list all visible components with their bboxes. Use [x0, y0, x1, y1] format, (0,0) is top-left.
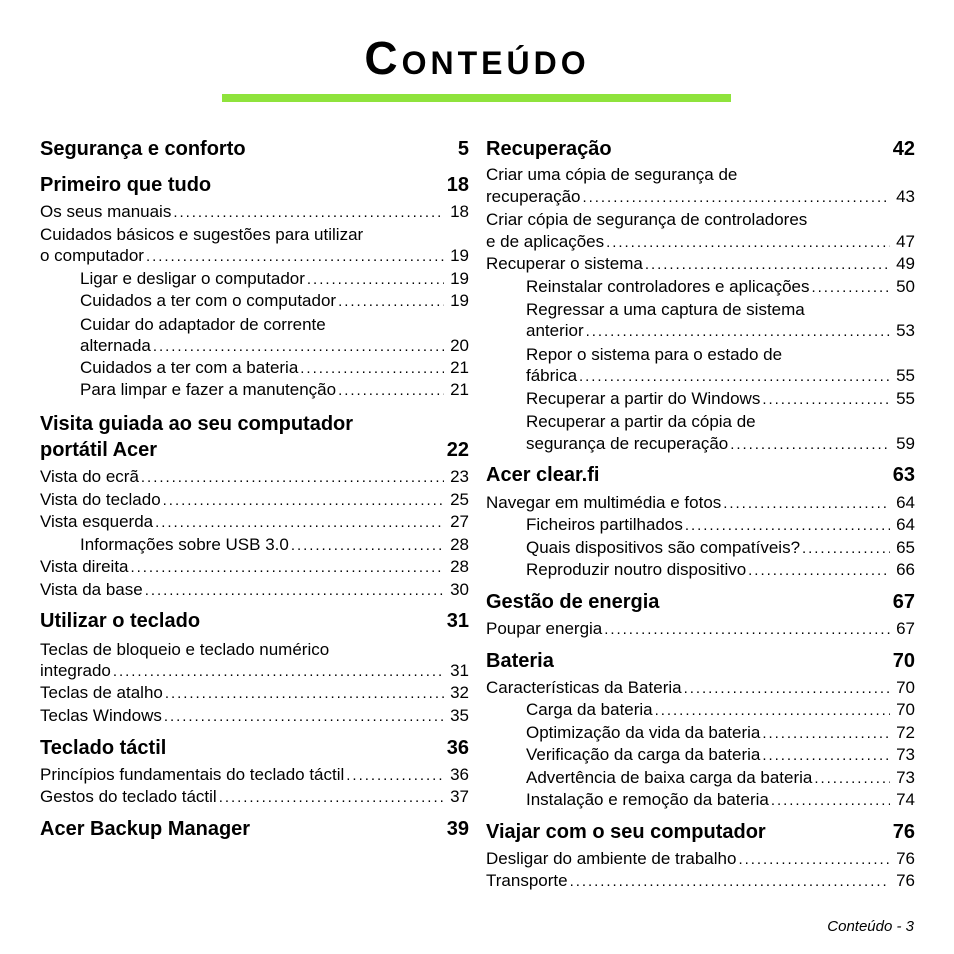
toc-entry — [526, 411, 915, 433]
toc-entry-title: Instalação e remoção da bateria — [526, 789, 771, 812]
toc-entry-title: Poupar energia — [486, 618, 604, 641]
toc-entry-title: Vista do teclado — [40, 489, 163, 512]
toc-page-number: 23 — [444, 466, 469, 489]
toc-page-number: 21 — [444, 379, 469, 402]
toc-entry-title: Acer Backup Manager — [40, 815, 252, 845]
toc-entry-title: Verificação da carga da bateria — [526, 744, 762, 767]
toc-entry-title: Vista da base — [40, 579, 145, 602]
toc-entry-title: Vista direita — [40, 556, 131, 579]
toc-heading — [486, 137, 915, 165]
toc-entry-title: Recuperar a partir do Windows — [526, 388, 762, 411]
toc-entry — [526, 299, 915, 321]
toc-entry — [526, 321, 915, 343]
dot-leader — [219, 786, 444, 809]
toc-page-number: 37 — [444, 786, 469, 809]
toc-entry — [526, 560, 915, 582]
toc-page-number: 72 — [890, 722, 915, 745]
toc-page-number: 25 — [444, 489, 469, 512]
dot-leader — [812, 276, 891, 299]
dot-leader — [579, 365, 890, 388]
toc-entry — [40, 765, 469, 787]
toc-heading — [486, 590, 915, 618]
toc-entry-title: Vista do ecrã — [40, 466, 141, 489]
toc-entry — [526, 790, 915, 812]
toc-entry — [486, 209, 915, 231]
title-underline — [222, 94, 731, 102]
toc-entry — [40, 787, 469, 809]
dot-leader — [814, 767, 890, 790]
toc-page-number: 19 — [444, 245, 469, 268]
toc-page-number: 53 — [890, 320, 915, 343]
toc-page-number: 64 — [890, 492, 915, 515]
toc-entry — [486, 164, 915, 186]
page-title: Conteúdo — [364, 32, 590, 84]
dot-leader — [164, 705, 444, 728]
toc-entry-title: Ligar e desligar o computador — [80, 268, 307, 291]
toc-entry — [486, 493, 915, 515]
toc-entry — [80, 291, 469, 313]
toc-entry — [526, 434, 915, 456]
dot-leader — [300, 357, 444, 380]
toc-entry — [40, 490, 469, 512]
toc-entry-title: Reinstalar controladores e aplicações — [526, 276, 812, 299]
toc-page-number: 19 — [444, 290, 469, 313]
dot-leader — [155, 511, 444, 534]
toc-page-number: 59 — [890, 433, 915, 456]
toc-page-number: 35 — [444, 705, 469, 728]
toc-entry-title: Cuidados a ter com o computador — [80, 290, 338, 313]
toc-page-number: 18 — [441, 171, 469, 201]
toc-entry-title: Vista esquerda — [40, 511, 155, 534]
toc-entry — [40, 639, 469, 661]
dot-leader — [146, 245, 444, 268]
toc-entry — [526, 389, 915, 411]
toc-entry-title: Gestão de energia — [486, 588, 661, 618]
toc-entry — [80, 314, 469, 336]
dot-leader — [131, 556, 445, 579]
footer-page-number: 3 — [905, 918, 914, 935]
dot-leader — [570, 870, 891, 893]
toc-page-number: 43 — [890, 186, 915, 209]
toc-entry-title: anterior — [526, 320, 586, 343]
toc-entry — [526, 366, 915, 388]
toc-entry-title: Acer clear.fi — [486, 461, 601, 491]
toc-entry-title: Cuidados a ter com a bateria — [80, 357, 300, 380]
toc-entry-title: Criar uma cópia de segurança de — [486, 165, 738, 184]
toc-entry — [526, 538, 915, 560]
dot-leader — [165, 682, 444, 705]
toc-entry — [40, 246, 469, 268]
toc-entry-title: o computador — [40, 245, 146, 268]
toc-page-number: 67 — [887, 588, 915, 618]
toc-entry — [526, 344, 915, 366]
dot-leader — [762, 744, 890, 767]
toc-page-number: 28 — [444, 556, 469, 579]
toc-page-number: 30 — [444, 579, 469, 602]
dot-leader — [145, 579, 444, 602]
toc-page-number: 49 — [890, 253, 915, 276]
toc-page-number: 66 — [890, 559, 915, 582]
toc-entry-title: Teclas de atalho — [40, 682, 165, 705]
toc-entry — [40, 580, 469, 602]
dot-leader — [802, 537, 890, 560]
dot-leader — [163, 489, 444, 512]
toc-page-number: 50 — [890, 276, 915, 299]
toc-page-number: 36 — [444, 764, 469, 787]
toc-entry — [80, 535, 469, 557]
toc-page-number: 65 — [890, 537, 915, 560]
dot-leader — [771, 789, 890, 812]
toc-entry-title: Teclas de bloqueio e teclado numérico — [40, 640, 330, 659]
toc-page-number: 76 — [890, 870, 915, 893]
toc-entry-title: Criar cópia de segurança de controladores — [486, 210, 808, 229]
toc-entry-title: alternada — [80, 335, 153, 358]
toc-entry — [40, 467, 469, 489]
toc-heading — [40, 410, 469, 438]
dot-leader — [338, 379, 444, 402]
toc-heading — [40, 736, 469, 764]
toc-page-number: 20 — [444, 335, 469, 358]
toc-entry — [526, 768, 915, 790]
toc-page-number: 73 — [890, 767, 915, 790]
toc-entry-title: Teclado táctil — [40, 734, 168, 764]
toc-page-number: 70 — [890, 699, 915, 722]
toc-entry — [80, 380, 469, 402]
toc-entry-title: Primeiro que tudo — [40, 171, 213, 201]
toc-entry-title: segurança de recuperação — [526, 433, 730, 456]
toc-entry-title: Recuperar a partir da cópia de — [526, 412, 756, 431]
toc-entry-title: Carga da bateria — [526, 699, 655, 722]
toc-page-number: 32 — [444, 682, 469, 705]
toc-entry — [526, 277, 915, 299]
toc-page-number: 63 — [887, 461, 915, 491]
toc-page-number: 36 — [441, 734, 469, 764]
toc-entry-title: Transporte — [486, 870, 570, 893]
toc-heading — [486, 820, 915, 848]
toc-entry — [486, 849, 915, 871]
toc-heading — [40, 173, 469, 201]
toc-entry-title: Reproduzir noutro dispositivo — [526, 559, 748, 582]
toc-entry-title: Para limpar e fazer a manutenção — [80, 379, 338, 402]
dot-leader — [685, 514, 890, 537]
dot-leader — [684, 677, 890, 700]
toc-page-number: 74 — [890, 789, 915, 812]
toc-entry — [40, 202, 469, 224]
dot-leader — [338, 290, 444, 313]
toc-entry-title: e de aplicações — [486, 231, 606, 254]
toc-entry-title: Características da Bateria — [486, 677, 684, 700]
toc-entry-title: Ficheiros partilhados — [526, 514, 685, 537]
toc-entry — [486, 254, 915, 276]
toc-heading — [486, 463, 915, 491]
toc-entry — [486, 678, 915, 700]
toc-entry-title: Optimização da vida da bateria — [526, 722, 762, 745]
dot-leader — [723, 492, 890, 515]
toc-entry — [40, 512, 469, 534]
dot-leader — [748, 559, 890, 582]
toc-entry-title: Recuperação — [486, 135, 614, 165]
toc-page-number: 64 — [890, 514, 915, 537]
toc-entry-title: Viajar com o seu computador — [486, 818, 768, 848]
toc-page-number: 55 — [890, 365, 915, 388]
toc-entry-title: portátil Acer — [40, 436, 159, 466]
toc-page-number: 55 — [890, 388, 915, 411]
toc-entry-title: Segurança e conforto — [40, 135, 248, 165]
toc-entry-title: Princípios fundamentais do teclado táctil — [40, 764, 346, 787]
dot-leader — [113, 660, 444, 683]
toc-page-number: 42 — [887, 135, 915, 165]
toc-page-number: 73 — [890, 744, 915, 767]
toc-entry-title: Bateria — [486, 647, 556, 677]
toc-entry-title: Visita guiada ao seu computador — [40, 410, 355, 438]
toc-page-number: 18 — [444, 201, 469, 224]
toc-page-number: 70 — [890, 677, 915, 700]
toc-page-number: 5 — [452, 135, 469, 165]
dot-leader — [730, 433, 890, 456]
toc-entry-title: Utilizar o teclado — [40, 607, 202, 637]
toc-entry-title: Gestos do teclado táctil — [40, 786, 219, 809]
toc-page-number: 76 — [890, 848, 915, 871]
toc-entry — [526, 723, 915, 745]
toc-entry — [80, 336, 469, 358]
toc-page-number: 39 — [441, 815, 469, 845]
toc-page-number: 31 — [441, 607, 469, 637]
dot-leader — [141, 466, 444, 489]
toc-entry-title: Regressar a uma captura de sistema — [526, 300, 805, 319]
toc-entry — [40, 224, 469, 246]
toc-entry-title: Advertência de baixa carga da bateria — [526, 767, 814, 790]
toc-entry-title: Recuperar o sistema — [486, 253, 645, 276]
toc-entry-title: Navegar em multimédia e fotos — [486, 492, 723, 515]
toc-entry-title: recuperação — [486, 186, 583, 209]
toc-entry — [526, 700, 915, 722]
toc-page-number: 22 — [441, 436, 469, 466]
toc-heading — [40, 609, 469, 637]
toc-page-number: 27 — [444, 511, 469, 534]
toc-entry-title: Quais dispositivos são compatíveis? — [526, 537, 802, 560]
toc-entry-title: Teclas Windows — [40, 705, 164, 728]
dot-leader — [583, 186, 891, 209]
dot-leader — [346, 764, 444, 787]
toc-entry-title: Os seus manuais — [40, 201, 173, 224]
toc-entry — [80, 358, 469, 380]
dot-leader — [307, 268, 444, 291]
toc-entry — [40, 683, 469, 705]
dot-leader — [153, 335, 444, 358]
toc-entry — [526, 515, 915, 537]
toc-entry — [40, 557, 469, 579]
dot-leader — [655, 699, 890, 722]
toc-page-number: 31 — [444, 660, 469, 683]
toc-heading — [486, 649, 915, 677]
toc-page-number: 28 — [444, 534, 469, 557]
toc-entry — [486, 871, 915, 893]
toc-entry — [486, 232, 915, 254]
toc-page-number: 67 — [890, 618, 915, 641]
toc-heading — [40, 137, 469, 165]
toc-page-number: 19 — [444, 268, 469, 291]
toc-page-number: 47 — [890, 231, 915, 254]
toc-entry-title: Informações sobre USB 3.0 — [80, 534, 291, 557]
dot-leader — [604, 618, 890, 641]
toc-entry — [40, 661, 469, 683]
dot-leader — [645, 253, 890, 276]
toc-entry — [486, 187, 915, 209]
toc-entry-title: integrado — [40, 660, 113, 683]
toc-entry — [80, 269, 469, 291]
toc-entry-title: Cuidar do adaptador de corrente — [80, 315, 326, 334]
toc-entry — [526, 745, 915, 767]
dot-leader — [586, 320, 890, 343]
toc-heading — [40, 817, 469, 845]
dot-leader — [738, 848, 890, 871]
dot-leader — [762, 388, 890, 411]
toc-entry — [486, 619, 915, 641]
dot-leader — [762, 722, 890, 745]
dot-leader — [291, 534, 444, 557]
toc-entry — [40, 706, 469, 728]
footer-label: Conteúdo - — [827, 918, 902, 935]
toc-entry-title: Repor o sistema para o estado de — [526, 345, 783, 364]
toc-page-number: 21 — [444, 357, 469, 380]
page-footer — [827, 918, 914, 935]
toc-entry-title: Cuidados básicos e sugestões para utilizar — [40, 225, 364, 244]
toc-page-number: 76 — [887, 818, 915, 848]
toc-page-number: 70 — [887, 647, 915, 677]
toc-entry-title: Desligar do ambiente de trabalho — [486, 848, 738, 871]
dot-leader — [606, 231, 890, 254]
toc-entry-title: fábrica — [526, 365, 579, 388]
dot-leader — [173, 201, 444, 224]
toc-heading — [40, 438, 469, 466]
